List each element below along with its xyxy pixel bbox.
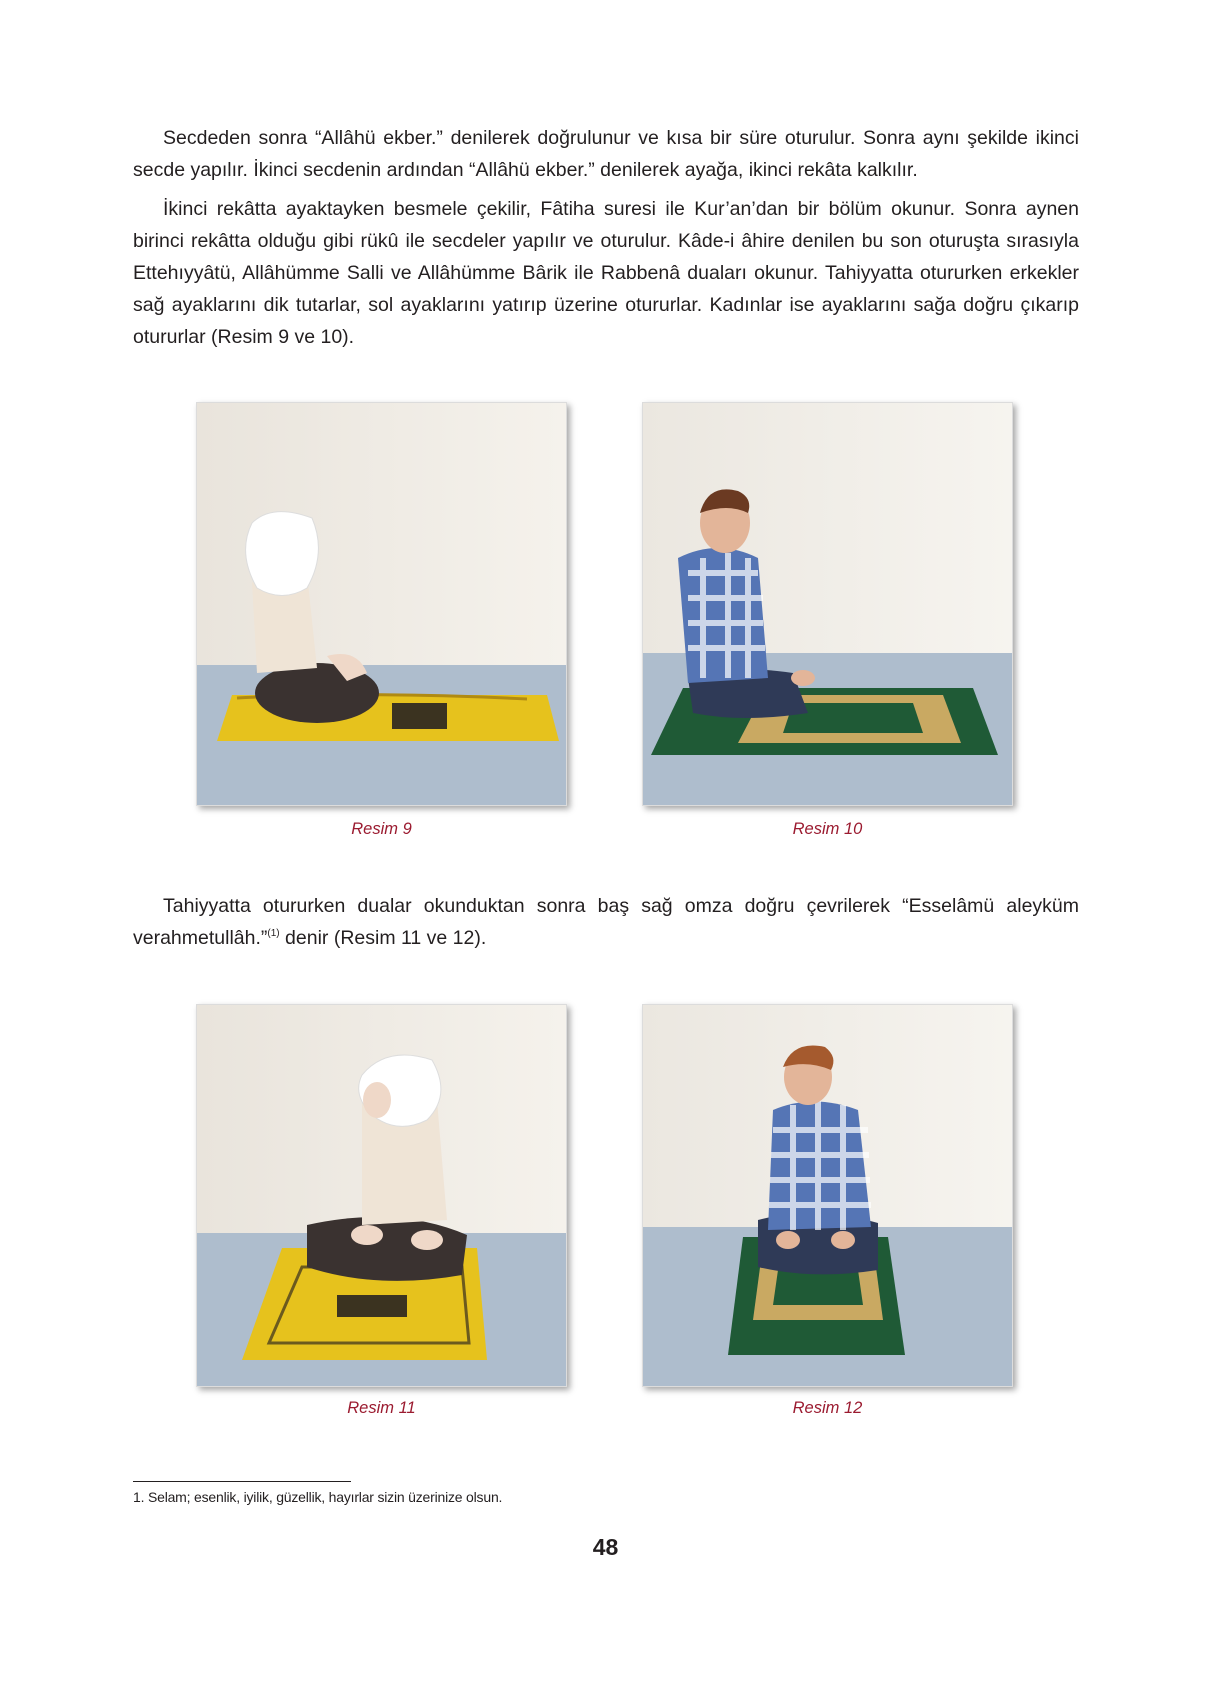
figure-resim-11-caption: Resim 11 — [347, 1399, 416, 1417]
figure-resim-12-photo — [642, 1004, 1013, 1387]
figure-resim-10-caption: Resim 10 — [792, 820, 863, 838]
footnote: 1. Selam; esenlik, iyilik, güzellik, hayırlar sizin üzerinize olsun. — [133, 1489, 503, 1505]
figure-resim-9-photo — [196, 402, 567, 806]
figure-resim-11-photo — [196, 1004, 567, 1387]
figure-resim-10-photo — [642, 402, 1013, 806]
page-number: 48 — [592, 1534, 619, 1560]
footnote-ref[interactable]: (1) — [267, 928, 280, 939]
paragraph-1: Secdeden sonra “Allâhü ekber.” denilerek doğrulunur ve kısa bir süre oturulur. Sonra aynı şekilde ikinci secde yapılır. İkinci secdenin ardından “Allâhü ekber.” denilerek ayağa, ikinci rekâta kalkılır. — [133, 127, 1079, 181]
paragraph-2: İkinci rekâtta ayaktayken besmele çekilir, Fâtiha suresi ile Kur’an’dan bir bölüm okunur. Sonra aynen birinci rekâtta olduğu gibi rükû ile secdeler yapılır ve oturulur. Kâde-i âhire denilen bu son oturuşta sırasıyla Ettehıyyâtü, Allâhümme Salli ve Allâhümme Bârik ile Rabbenâ duaları okunur. Tahiyyatta otururken erkekler sağ ayaklarını dik tutarlar, sol ayaklarını yatırıp üzerine otururlar. Kadınlar ise ayaklarını sağa doğru çıkarıp otururlar (Resim 9 ve 10). — [133, 198, 1079, 348]
paragraph-3-text-end: denir (Resim 11 ve 12). — [279, 927, 487, 949]
figure-resim-9-caption: Resim 9 — [351, 820, 412, 838]
figure-resim-12-caption: Resim 12 — [792, 1399, 863, 1417]
paragraph-3-text: Tahiyyatta otururken dualar okunduktan sonra baş sağ omza doğru çevrilerek “Esselâmü aleyküm verahmetullâh.” — [133, 895, 1079, 949]
footnote-divider — [133, 1481, 351, 1482]
paragraph-3 — [133, 890, 1079, 954]
